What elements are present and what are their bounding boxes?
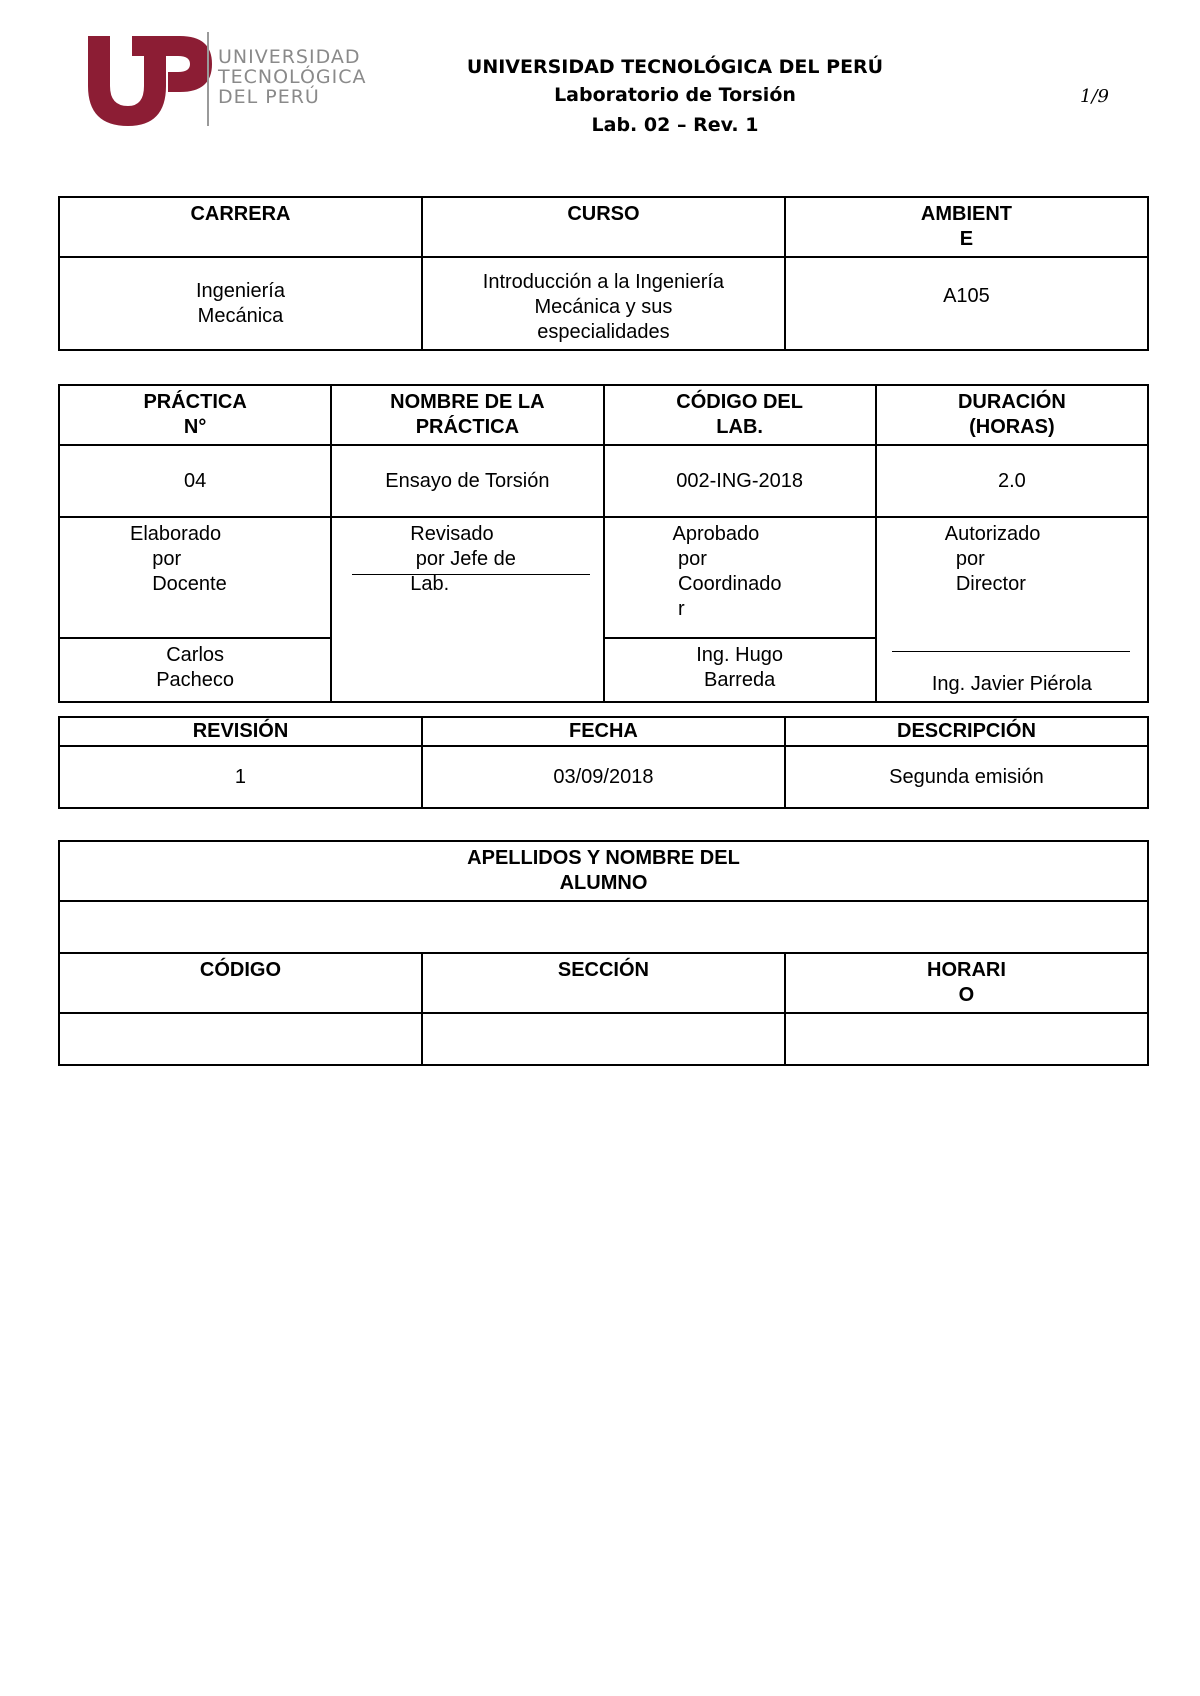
page-number: 1/9	[1080, 86, 1109, 107]
practice-number-header: PRÁCTICA N°	[59, 385, 331, 445]
approved-by-name: Ing. Hugo Barreda	[604, 638, 876, 702]
student-name-field[interactable]	[59, 901, 1148, 953]
prepared-by-name: Carlos Pacheco	[59, 638, 331, 702]
schedule-header: HORARI O	[785, 953, 1148, 1013]
section-header: SECCIÓN	[422, 953, 785, 1013]
date-value: 03/09/2018	[422, 746, 785, 808]
authorized-by-role: Autorizado por Director	[876, 517, 1148, 638]
course-value: Introducción a la Ingeniería Mecánica y sus especialidades	[422, 257, 785, 350]
student-code-header: CÓDIGO	[59, 953, 422, 1013]
student-code-field[interactable]	[59, 1013, 422, 1065]
date-header: FECHA	[422, 717, 785, 746]
authorized-by-name: Ing. Javier Piérola	[876, 638, 1148, 702]
practice-name-value: Ensayo de Torsión	[331, 445, 603, 517]
course-table	[58, 196, 1149, 351]
practice-name-header: NOMBRE DE LA PRÁCTICA	[331, 385, 603, 445]
authorized-signature-line	[892, 651, 1130, 652]
revision-value: 1	[59, 746, 422, 808]
revision-header: REVISIÓN	[59, 717, 422, 746]
lab-code-header: CÓDIGO DEL LAB.	[604, 385, 876, 445]
career-header: CARRERA	[59, 197, 422, 257]
logo-wordmark	[218, 47, 367, 107]
section-field[interactable]	[422, 1013, 785, 1065]
logo-text-line-1: UNIVERSIDAD	[218, 46, 361, 68]
room-value: A105	[785, 257, 1148, 350]
description-value: Segunda emisión	[785, 746, 1148, 808]
room-header: AMBIENT E	[785, 197, 1148, 257]
duration-header: DURACIÓN (HORAS)	[876, 385, 1148, 445]
course-header: CURSO	[422, 197, 785, 257]
student-name-header: APELLIDOS Y NOMBRE DEL ALUMNO	[59, 841, 1148, 901]
lab-code-value: 002-ING-2018	[604, 445, 876, 517]
reviewed-signature-line	[352, 574, 590, 575]
reviewed-by-role: Revisado por Jefe de Lab.	[331, 517, 603, 702]
revision-table	[58, 716, 1149, 809]
prepared-by-role: Elaborado por Docente	[59, 517, 331, 638]
practice-number-value: 04	[59, 445, 331, 517]
student-table	[58, 840, 1149, 1066]
approved-by-role: Aprobado por Coordinado r	[604, 517, 876, 638]
logo-text-line-3: DEL PERÚ	[218, 86, 320, 108]
schedule-field[interactable]	[785, 1013, 1148, 1065]
logo-text-line-2: TECNOLÓGICA	[218, 66, 367, 88]
practice-table	[58, 384, 1149, 703]
duration-value: 2.0	[876, 445, 1148, 517]
institution-title: UNIVERSIDAD TECNOLÓGICA DEL PERÚ	[466, 56, 884, 78]
lab-revision: Lab. 02 – Rev. 1	[591, 114, 759, 136]
lab-title: Laboratorio de Torsión	[554, 84, 796, 106]
career-value: Ingeniería Mecánica	[59, 257, 422, 350]
description-header: DESCRIPCIÓN	[785, 717, 1148, 746]
